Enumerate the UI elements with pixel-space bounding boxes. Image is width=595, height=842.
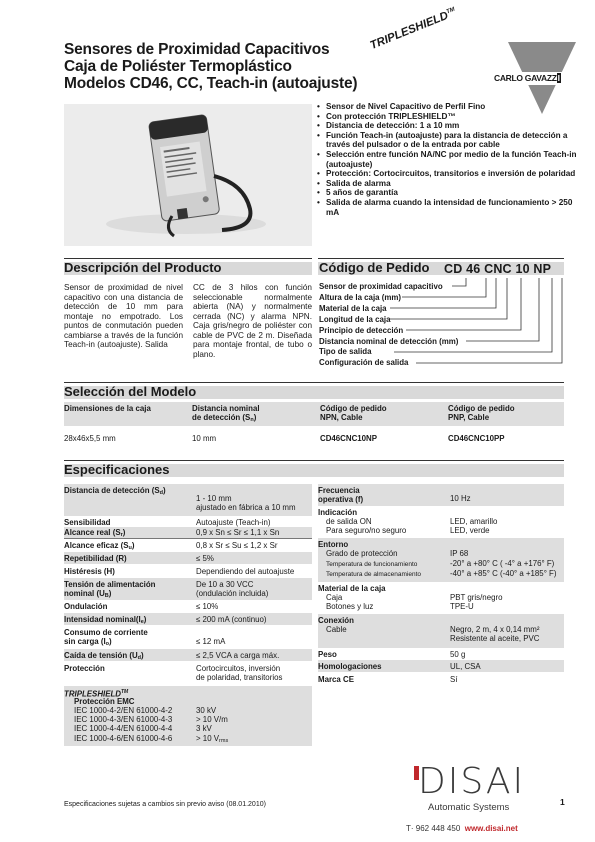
disai-logo <box>406 762 556 834</box>
col-header-dimensiones: Dimensiones de la caja <box>64 404 151 413</box>
logo-wordmark: CARLO GAVAZZI <box>494 73 560 83</box>
title-line-2: Caja de Poliéster Termoplástico <box>64 58 292 75</box>
legend-item: Sensor de proximidad capacitivo <box>319 282 443 291</box>
title-line-3: Modelos CD46, CC, Teach-in (autoajuste) <box>64 75 358 92</box>
section-title-codigo: Código de Pedido <box>319 260 430 275</box>
title-line-1: Sensores de Proximidad Capacitivos <box>64 41 330 58</box>
legend-item: Altura de la caja (mm) <box>319 292 402 302</box>
cell-distancia: 10 mm <box>192 434 217 443</box>
col-header-pnp: Código de pedido PNP, Cable <box>448 404 515 422</box>
disai-phone: T· 962 448 450 <box>406 824 461 833</box>
product-photo <box>64 104 312 246</box>
legend-item: Principio de detección <box>319 325 404 335</box>
divider <box>64 460 564 461</box>
descripcion-col-1: Sensor de proximidad de nivel capacitivo con una distancia de detección de 10 mm para montaje no empotrado. Los puntos de conmutación pueden cambiarse a través de la función Teach-in (autoajuste). Salida <box>64 283 183 349</box>
section-title-descripcion: Descripción del Producto <box>64 260 222 275</box>
divider <box>318 258 564 259</box>
disai-contact <box>406 824 518 833</box>
disai-subtitle: Automatic Systems <box>428 802 510 813</box>
feature-list <box>317 102 577 217</box>
feature-item: • Selección entre función NA/NC por medio de la función Teach-in (autoajuste) <box>317 150 577 169</box>
col-header-distancia: Distancia nominal de detección (Sn) <box>192 404 260 423</box>
feature-item: • 5 años de garantía <box>317 188 577 198</box>
feature-item: • Función Teach-in (autoajuste) para la distancia de detección a través del pulsador o de la entrada por cable <box>317 131 577 150</box>
section-title-especificaciones: Especificaciones <box>64 462 170 477</box>
section-title-seleccion: Selección del Modelo <box>64 384 197 399</box>
page-number: 1 <box>560 797 565 807</box>
feature-item: • Con protección TRIPLESHIELD™ <box>317 112 577 122</box>
cell-dimensiones: 28x46x5,5 mm <box>64 434 116 443</box>
feature-item: • Distancia de detección: 1 a 10 mm <box>317 121 577 131</box>
disai-wordmark: DISAI <box>418 761 526 802</box>
feature-item: • Sensor de Nivel Capacitivo de Perfil Fino <box>317 102 577 112</box>
divider <box>64 382 564 383</box>
legend-item: Configuración de salida <box>319 358 409 368</box>
feature-item: • Protección: Cortocircuitos, transitorios e inversión de polaridad <box>317 169 577 179</box>
legend-item: Material de la caja <box>319 303 387 313</box>
feature-item: • Salida de alarma cuando la intensidad de funcionamiento > 250 mA <box>317 198 577 217</box>
col-header-npn: Código de pedido NPN, Cable <box>320 404 387 422</box>
disai-web-link[interactable]: www.disai.net <box>464 824 518 833</box>
cell-code-pnp: CD46CNC10PP <box>448 434 505 443</box>
descripcion-col-2: CC de 3 hilos con función seleccionable normalmente abierta (NA) y normalmente cerrada (NC) y alarma NPN. Caja gris/negro de poliéster con cable de PVC de 2 m. Diseñada para montaje frontal, de tubo o plano. <box>193 283 312 359</box>
cell-code-npn: CD46CNC10NP <box>320 434 378 443</box>
legend-item: Longitud de la caja <box>319 314 391 324</box>
divider <box>64 258 312 259</box>
legend-item: Distancia nominal de detección (mm) <box>319 336 459 346</box>
page-title <box>64 41 357 92</box>
order-code-legend <box>319 282 458 369</box>
order-code: CD 46 CNC 10 NP <box>444 262 552 276</box>
footer-note: Especificaciones sujetas a cambios sin previo aviso (08.01.2010) <box>64 801 266 808</box>
feature-item: • Salida de alarma <box>317 179 577 189</box>
legend-item: Tipo de salida <box>319 347 372 357</box>
tripleshield-logo: TRIPLESHIELD™ <box>368 6 456 52</box>
